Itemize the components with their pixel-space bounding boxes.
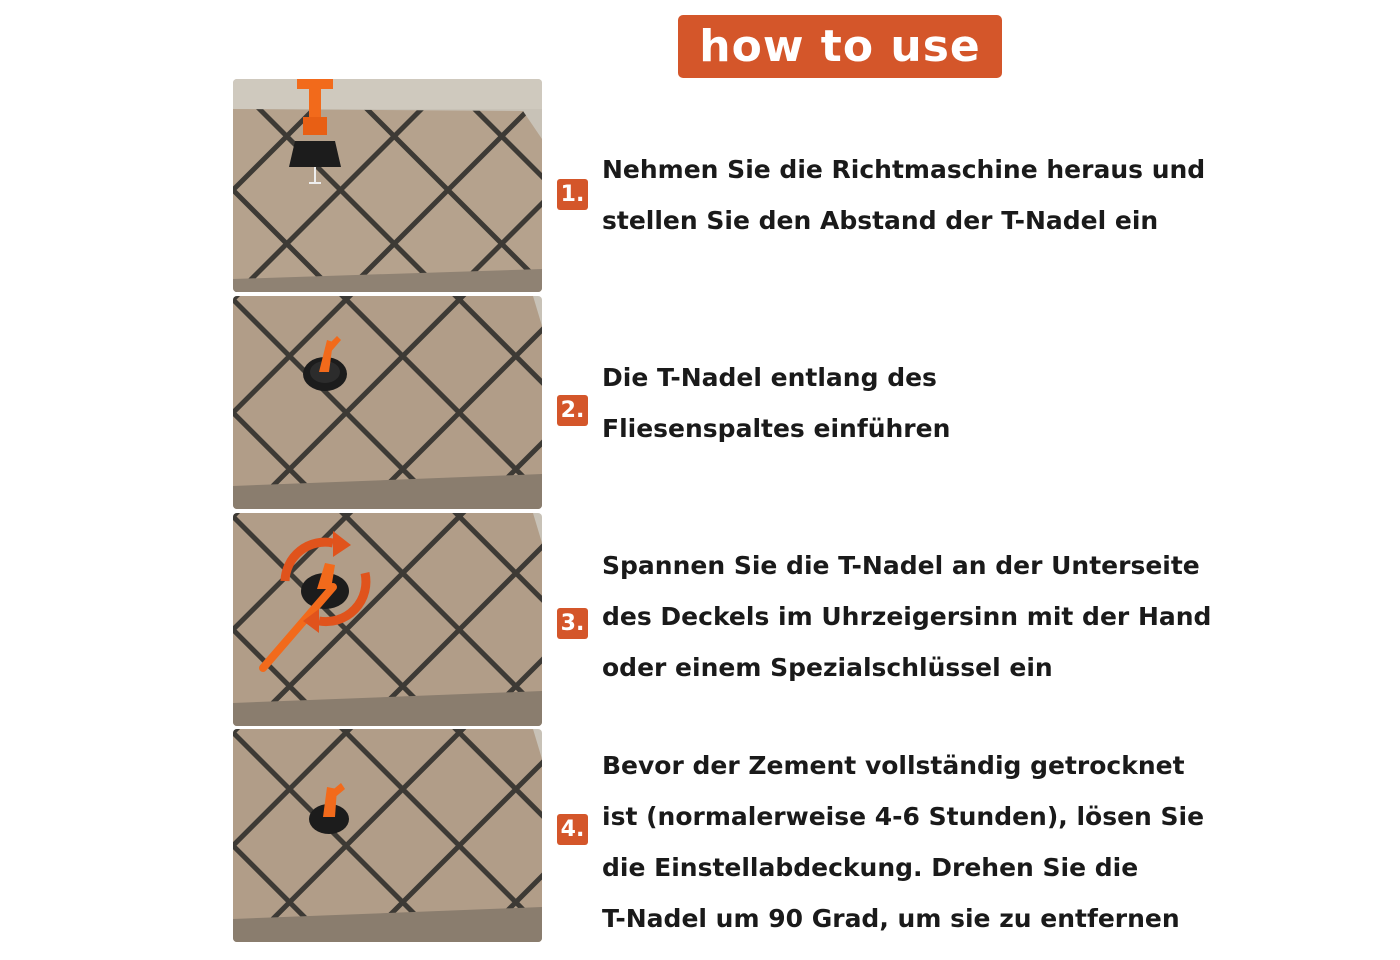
step-3-line-1: Spannen Sie die T-Nadel an der Unterseite [602,551,1200,580]
step-1-line-1: Nehmen Sie die Richtmaschine heraus und [602,155,1206,184]
step-2-text [602,352,1222,454]
step-2-line-1: Die T-Nadel entlang des [602,363,937,392]
step-3-number-badge: 3. [557,608,588,639]
step-4-line-2: ist (normalerweise 4-6 Stunden), lösen Sie [602,802,1205,831]
step-4-number-badge: 4. [557,814,588,845]
step-4-text [602,740,1222,944]
step-4-photo [233,729,542,942]
page-title: how to use [678,15,1002,78]
step-4-line-1: Bevor der Zement vollständig getrocknet [602,751,1185,780]
step-1-number-badge: 1. [557,179,588,210]
step-3-photo [233,513,542,726]
step-1-line-2: stellen Sie den Abstand der T-Nadel ein [602,206,1159,235]
step-3-line-2: des Deckels im Uhrzeigersinn mit der Hand [602,602,1212,631]
step-4-line-4: T-Nadel um 90 Grad, um sie zu entfernen [602,904,1180,933]
step-3-line-3: oder einem Spezialschlüssel ein [602,653,1053,682]
step-4-line-3: die Einstellabdeckung. Drehen Sie die [602,853,1139,882]
step-2-number-badge: 2. [557,395,588,426]
step-1-text [602,144,1222,246]
step-3-text [602,540,1222,693]
step-1-photo [233,79,542,292]
step-2-photo [233,296,542,509]
step-2-line-2: Fliesenspaltes einführen [602,414,951,443]
